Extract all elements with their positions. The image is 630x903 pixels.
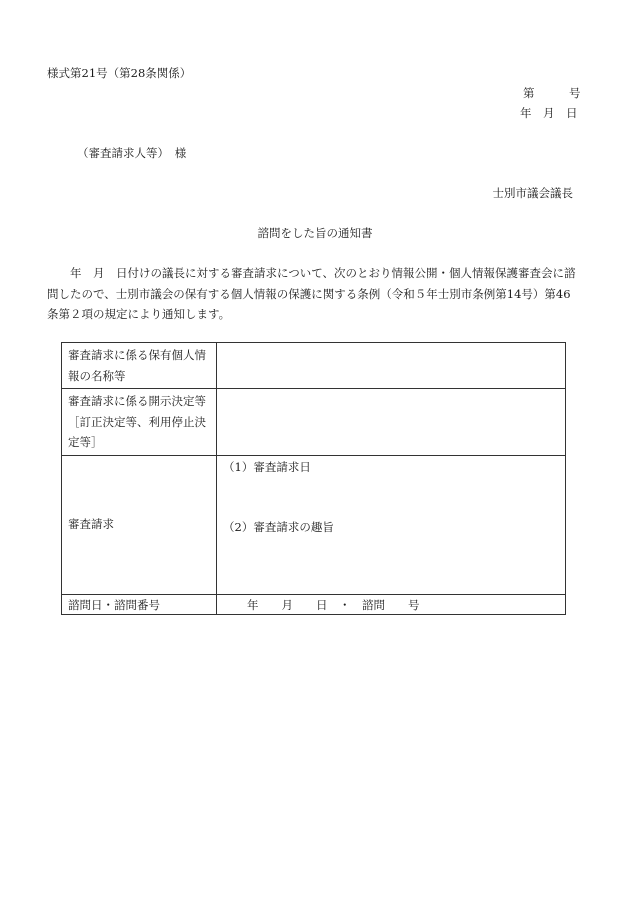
request-label: 審査請求	[62, 455, 217, 594]
inquiry-value-cell	[217, 594, 566, 614]
form-number: 様式第21号（第28条関係）	[47, 66, 192, 80]
inquiry-label: 諮問日・諮問番号	[62, 594, 217, 614]
info-name-label: 審査請求に係る保有個人情報の名称等	[62, 343, 217, 389]
request-purpose-label: （2）審査請求の趣旨	[223, 519, 334, 534]
table-row	[62, 455, 566, 594]
decision-label: 審査請求に係る開示決定等［訂正決定等、利用停止決定等］	[62, 389, 217, 456]
inquiry-value: 年 月 日 ・ 諮問 号	[247, 597, 420, 612]
info-name-value	[217, 343, 566, 389]
table-row	[62, 389, 566, 456]
decision-value	[217, 389, 566, 456]
table-row	[62, 343, 566, 389]
document-number: 第 号	[523, 86, 581, 100]
request-value	[217, 455, 566, 594]
body-paragraph: 年 月 日付けの議長に対する審査請求について、次のとおり情報公開・個人情報保護審査会に諮問したので、士別市議会の保有する個人情報の保護に関する条例（令和５年士別市条例第14号）第46条第２項の規定により通知します。	[47, 266, 576, 321]
table-row	[62, 594, 566, 614]
request-date-label: （1）審査請求日	[223, 459, 311, 474]
info-table	[61, 342, 566, 615]
sender: 士別市議会議長	[492, 186, 573, 200]
document-title: 諮問をした旨の通知書	[257, 226, 373, 240]
addressee: （審査請求人等） 様	[77, 146, 187, 160]
document-date: 年 月 日	[520, 106, 578, 120]
